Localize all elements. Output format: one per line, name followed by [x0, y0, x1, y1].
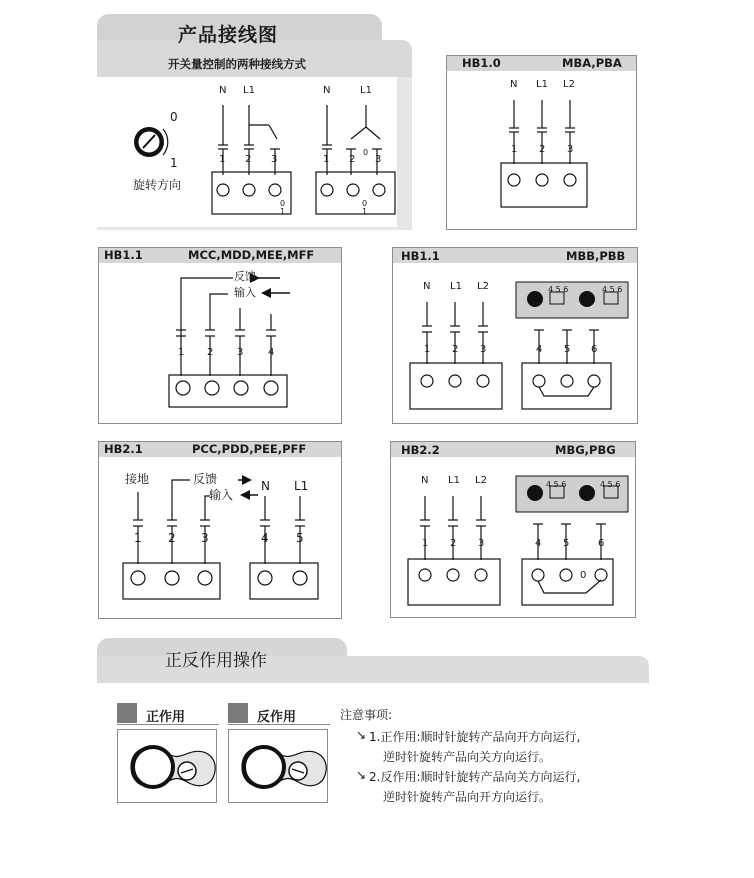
- note-line: 1.正作用:顺时针旋转产品向开方向运行,: [369, 730, 581, 744]
- dial-zero-label: 0: [170, 110, 178, 124]
- hb22-aux-num: 5: [563, 538, 570, 549]
- terminal-label: 1: [219, 154, 226, 165]
- hb22-num: 1: [422, 538, 429, 549]
- page-title: 产品接线图: [178, 24, 279, 46]
- hb21-num: 1: [134, 531, 142, 545]
- ground-label: 接地: [125, 472, 150, 486]
- hb22-aux-num: 4: [535, 538, 542, 549]
- switch-label: 1: [362, 207, 368, 216]
- note-line: 逆时针旋转产品向开方向运行。: [383, 790, 552, 804]
- feedback-label: 反馈: [234, 270, 256, 283]
- hb10-label-n: N: [510, 79, 518, 90]
- terminal-label: 3: [375, 154, 382, 165]
- switch-label: 0: [362, 199, 368, 208]
- dial-digits: 4 5 6: [546, 480, 567, 489]
- hb11b-aux-num: 5: [564, 344, 571, 355]
- terminal-label: N: [323, 85, 331, 96]
- hb21-models: PCC,PDD,PEE,PFF: [192, 442, 307, 456]
- note-arrow-icon: ↘: [356, 728, 367, 742]
- hb11b-code: HB1.1: [401, 249, 440, 263]
- hb11b-label-l1: L1: [450, 281, 462, 292]
- hb11b-aux-num: 4: [536, 344, 543, 355]
- hb10-label-l2: L2: [563, 79, 575, 90]
- hb22-label-l2: L2: [475, 475, 487, 486]
- feedback-label: 反馈: [193, 472, 218, 486]
- note-arrow-icon: ↘: [356, 768, 367, 782]
- hb10-label-l1: L1: [536, 79, 548, 90]
- hb21-label-n: N: [261, 479, 270, 493]
- terminal-label: 3: [271, 154, 278, 165]
- dial-digits: 4 5 6: [548, 285, 569, 294]
- hb11b-num: 2: [452, 344, 459, 355]
- dial-digits: 4 5 6: [600, 480, 621, 489]
- hb22-aux-num: 6: [598, 538, 605, 549]
- switch-label: 1: [280, 207, 286, 216]
- hb10-num: 3: [567, 144, 574, 155]
- hb21-num: 3: [201, 531, 209, 545]
- reverse-actuator-icon: [228, 729, 328, 803]
- hb11a-num: 2: [207, 347, 214, 358]
- hb11b-models: MBB,PBB: [566, 249, 626, 263]
- hb21-label-l1: L1: [294, 479, 309, 493]
- hb11a-diagram: [98, 262, 340, 422]
- hb11b-num: 3: [480, 344, 487, 355]
- hb21-num: 5: [296, 531, 304, 545]
- hb22-label-l1: L1: [448, 475, 460, 486]
- hb11b-aux-num: 6: [591, 344, 598, 355]
- section-subtitle: 开关量控制的两种接线方式: [168, 57, 306, 71]
- operation-title: 正反作用操作: [165, 651, 267, 671]
- hb21-num: 2: [168, 531, 176, 545]
- hb22-label-n: N: [421, 475, 429, 486]
- switch-label: 0: [280, 199, 286, 208]
- hb21-num: 4: [261, 531, 269, 545]
- hb11a-num: 3: [237, 347, 244, 358]
- input-label: 输入: [234, 286, 256, 299]
- zero-label: 0: [363, 148, 369, 157]
- hb22-code: HB2.2: [401, 443, 440, 457]
- dial-digits: 4 5 6: [602, 285, 623, 294]
- direct-actuator-icon: [117, 729, 217, 803]
- dial-one-label: 1: [170, 156, 178, 170]
- hb10-num: 1: [511, 144, 518, 155]
- hb22-models: MBG,PBG: [555, 443, 616, 457]
- zero-label: 0: [580, 570, 587, 581]
- terminal-label: N: [219, 85, 227, 96]
- direct-label: 正作用: [146, 710, 186, 725]
- hb10-num: 2: [539, 144, 546, 155]
- hb11a-code: HB1.1: [104, 248, 143, 262]
- rotation-dial-icon: [134, 127, 168, 157]
- terminal-label: L1: [360, 85, 372, 96]
- hb11b-label-l2: L2: [477, 281, 489, 292]
- notes-title: 注意事项:: [340, 708, 393, 722]
- input-label: 输入: [209, 488, 234, 502]
- hb11a-num: 1: [178, 347, 185, 358]
- terminal-label: 2: [349, 154, 356, 165]
- hb11b-num: 1: [424, 344, 431, 355]
- terminal-label: 2: [245, 154, 252, 165]
- terminal-label: L1: [243, 85, 255, 96]
- hb11b-label-n: N: [423, 281, 431, 292]
- reverse-label: 反作用: [257, 710, 297, 725]
- note-line: 2.反作用:顺时针旋转产品向关方向运行,: [369, 770, 581, 784]
- hb22-num: 2: [450, 538, 457, 549]
- hb11a-num: 4: [268, 347, 275, 358]
- terminal-label: 1: [323, 154, 330, 165]
- rotation-label: 旋转方向: [133, 178, 182, 192]
- hb10-code: HB1.0: [462, 56, 501, 70]
- hb11a-models: MCC,MDD,MEE,MFF: [188, 248, 315, 262]
- hb10-models: MBA,PBA: [562, 56, 622, 70]
- hb22-num: 3: [478, 538, 485, 549]
- hb21-code: HB2.1: [104, 442, 143, 456]
- note-line: 逆时针旋转产品向关方向运行。: [383, 750, 552, 764]
